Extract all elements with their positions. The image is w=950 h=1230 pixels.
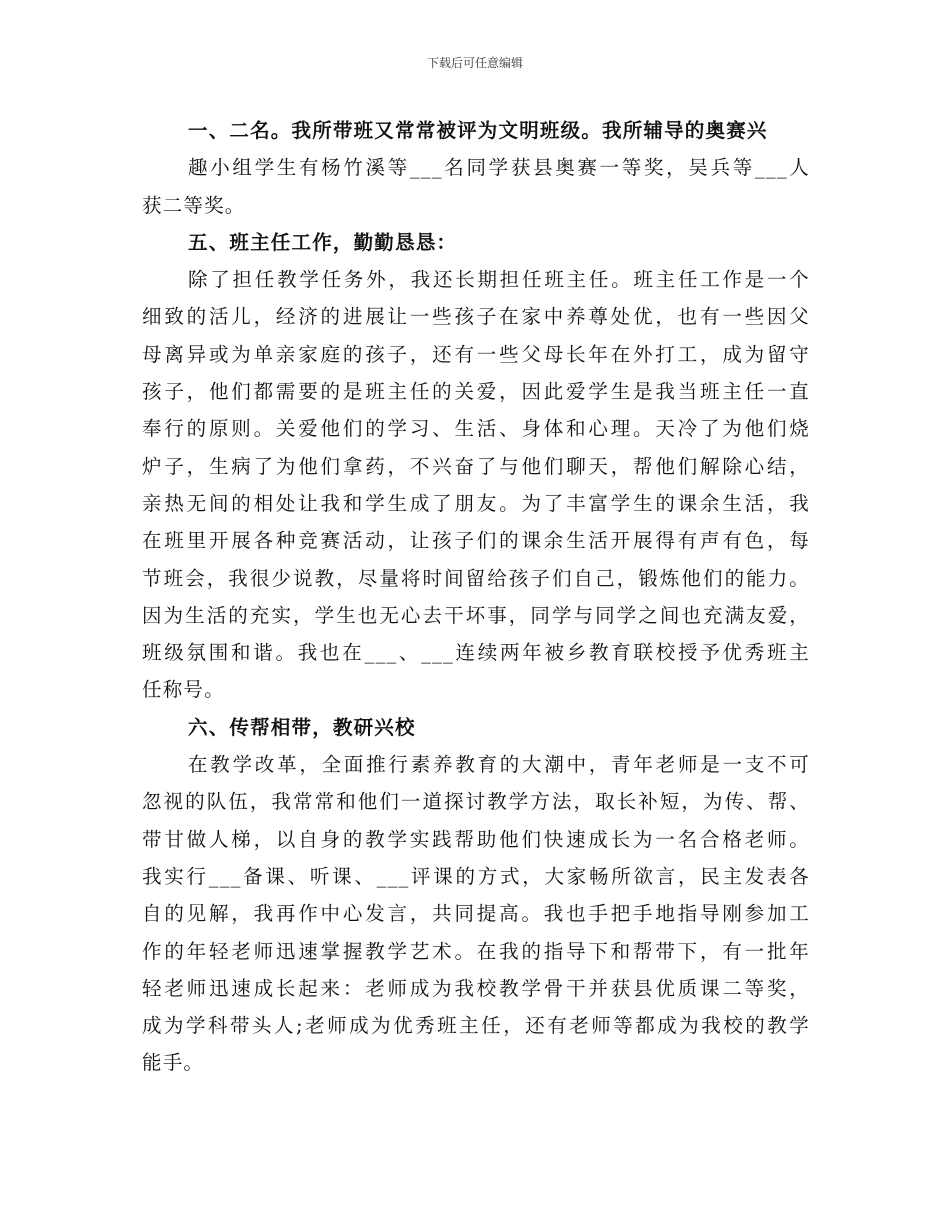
text-line: 因为生活的充实，学生也无心去干坏事，同学与同学之间也充满友爱， <box>142 603 810 627</box>
text-line: 节班会，我很少说教，尽量将时间留给孩子们自己，锻炼他们的能力。 <box>142 566 810 590</box>
text-line: 能手。 <box>142 1051 205 1075</box>
text-line: 带甘做人梯，以自身的教学实践帮助他们快速成长为一名合格老师。 <box>142 827 810 851</box>
text-line: 轻老师迅速成长起来：老师成为我校教学骨干并获县优质课二等奖， <box>142 976 810 1000</box>
text-line: 在教学改革，全面推行素养教育的大潮中，青年老师是一支不可 <box>188 753 810 777</box>
text-line: 细致的活儿，经济的进展让一些孩子在家中养尊处优，也有一些因父 <box>142 305 810 329</box>
text-line: 除了担任教学任务外，我还长期担任班主任。班主任工作是一个 <box>188 268 810 292</box>
text-line: 班级氛围和谐。我也在___、___连续两年被乡教育联校授予优秀班主 <box>142 641 810 665</box>
section-heading: 六、传帮相带，教研兴校 <box>188 715 416 739</box>
text-line: 自的见解，我再作中心发言，共同提高。我也手把手地指导刚参加工 <box>142 902 810 926</box>
text-line: 获二等奖。 <box>142 193 246 217</box>
text-line: 孩子，他们都需要的是班主任的关爱，因此爱学生是我当班主任一直 <box>142 380 810 404</box>
text-line: 炉子，生病了为他们拿药，不兴奋了与他们聊天，帮他们解除心结， <box>142 454 810 478</box>
text-line: 一、二名。我所带班又常常被评为文明班级。我所辅导的奥赛兴 <box>188 119 768 142</box>
text-line: 奉行的原则。关爱他们的学习、生活、身体和心理。天冷了为他们烧 <box>142 417 810 441</box>
text-line: 趣小组学生有杨竹溪等___名同学获县奥赛一等奖，吴兵等___人 <box>188 156 810 180</box>
text-line: 任称号。 <box>142 678 225 702</box>
text-line: 我实行___备课、听课、___评课的方式，大家畅所欲言，民主发表各 <box>142 864 810 888</box>
section-heading: 五、班主任工作，勤勤恳恳： <box>188 230 458 254</box>
text-line: 作的年轻老师迅速掌握教学艺术。在我的指导下和帮带下，有一批年 <box>142 939 810 963</box>
text-line: 母离异或为单亲家庭的孩子，还有一些父母长年在外打工，成为留守 <box>142 342 810 366</box>
document-body <box>142 112 810 1082</box>
page-header: 下载后可任意编辑 <box>426 56 523 70</box>
text-line: 在班里开展各种竞赛活动，让孩子们的课余生活开展得有声有色，每 <box>142 529 810 553</box>
text-line: 成为学科带头人;老师成为优秀班主任，还有老师等都成为我校的教学 <box>142 1014 810 1038</box>
text-line: 忽视的队伍，我常常和他们一道探讨教学方法，取长补短，为传、帮、 <box>142 790 810 814</box>
text-line: 亲热无间的相处让我和学生成了朋友。为了丰富学生的课余生活，我 <box>142 491 810 515</box>
